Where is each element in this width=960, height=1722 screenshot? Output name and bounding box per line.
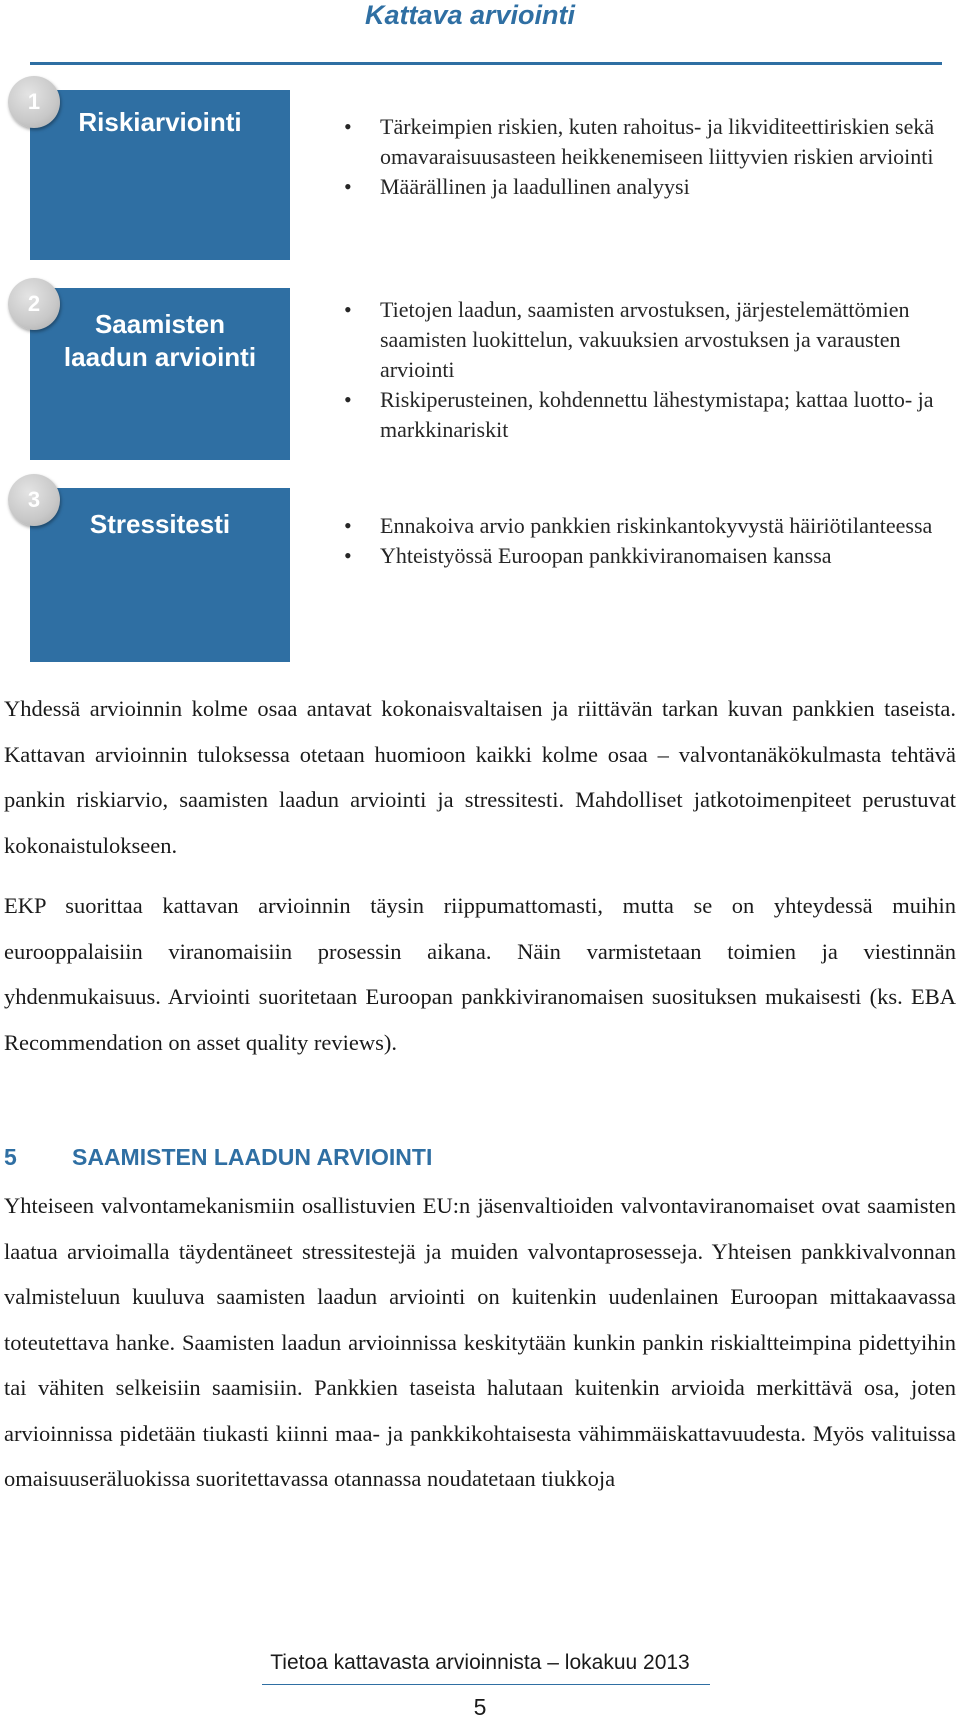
page-number: 5: [473, 1694, 487, 1720]
block-title-line-2: laadun arviointi: [63, 342, 257, 372]
bullet-item: • Riskiperusteinen, kohdennettu lähestymistapa; kattaa luotto- ja markkinariskit: [340, 385, 940, 445]
block-title-line-1: Saamisten: [94, 309, 226, 339]
header-divider: [30, 62, 942, 65]
block-saamisten-laadun-arviointi: [30, 288, 290, 460]
section-title: SAAMISTEN LAADUN ARVIOINTI: [72, 1144, 433, 1170]
section-number: 5: [4, 1144, 17, 1170]
body-paragraph: Yhdessä arvioinnin kolme osaa antavat kokonaisvaltaisen ja riittävän tarkan kuvan pankkien taseista. Kattavan arvioinnin tuloksessa otetaan huomioon kaikki kolme osaa – valvontanäkökulmasta tehtävä pankin riskiarvio, saamisten laadun arviointi ja stressitesti. Mahdolliset jatkotoimenpiteet perustuvat kokonaistulokseen.: [4, 696, 956, 858]
step-number-badge: 3: [8, 474, 60, 526]
bullet-item: • Ennakoiva arvio pankkien riskinkantokyvystä häiriötilanteessa: [340, 511, 940, 541]
block-riskiarviointi: [30, 90, 290, 260]
document-header-title: Kattava arviointi: [364, 0, 576, 30]
bullet-list: [340, 295, 940, 445]
bullet-list: [340, 511, 940, 571]
step-number-badge: 2: [8, 278, 60, 330]
body-paragraph: EKP suorittaa kattavan arvioinnin täysin riippumattomasti, mutta se on yhteydessä muihin eurooppalaisiin viranomaisiin prosessin aikana. Näin varmistetaan toimien ja viestinnän yhdenmukaisuus. Arviointi suoritetaan Euroopan pankkiviranomaisen suosituksen mukaisesti (ks. EBA Recommendation on asset quality reviews).: [4, 893, 956, 1055]
bullet-item: • Yhteistyössä Euroopan pankkiviranomaisen kanssa: [340, 541, 940, 571]
block-stressitesti: [30, 488, 290, 662]
bullet-item: • Määrällinen ja laadullinen analyysi: [340, 172, 940, 202]
body-paragraph: Yhteiseen valvontamekanismiin osallistuvien EU:n jäsenvaltioiden valvontaviranomaiset ovat saamisten laatua arvioimalla täydentäneet stressitestejä ja muiden valvontaprosesseja. Yhteisen pankkivalvonnan valmisteluun kuuluva saamisten laadun arviointi on kuitenkin uudenlainen Euroopan mittakaavassa toteutettava hanke. Saamisten laadun arvioinnissa keskitytään kunkin pankin riskialtteimpina pidettyihin tai vähiten selkeisiin saamisiin. Pankkien taseista halutaan kuitenkin arvioida merkittävä osa, joten arvioinnissa pidetään tiukasti kiinni maa- ja pankkikohtaisesta vähimmäiskattavuudesta. Myös valituissa omaisuuseräluokissa suoritettavassa otannassa noudatetaan tiukkoja: [4, 1193, 956, 1491]
bullet-item: • Tärkeimpien riskien, kuten rahoitus- ja likviditeettiriskien sekä omavaraisuusasteen heikkenemiseen liittyvien riskien arviointi: [340, 112, 940, 172]
block-title: Riskiarviointi: [78, 107, 242, 137]
footer-divider: [262, 1684, 710, 1685]
section-heading: [4, 1142, 432, 1172]
bullet-list: [340, 112, 940, 202]
bullet-item: • Tietojen laadun, saamisten arvostuksen, järjestelemättömien saamisten luokittelun, vakuuksien arvostuksen ja varausten arviointi: [340, 295, 940, 385]
footer-text: Tietoa kattavasta arvioinnista – lokakuu 2013: [270, 1651, 690, 1674]
step-number-badge: 1: [8, 76, 60, 128]
block-title: Stressitesti: [89, 509, 231, 539]
